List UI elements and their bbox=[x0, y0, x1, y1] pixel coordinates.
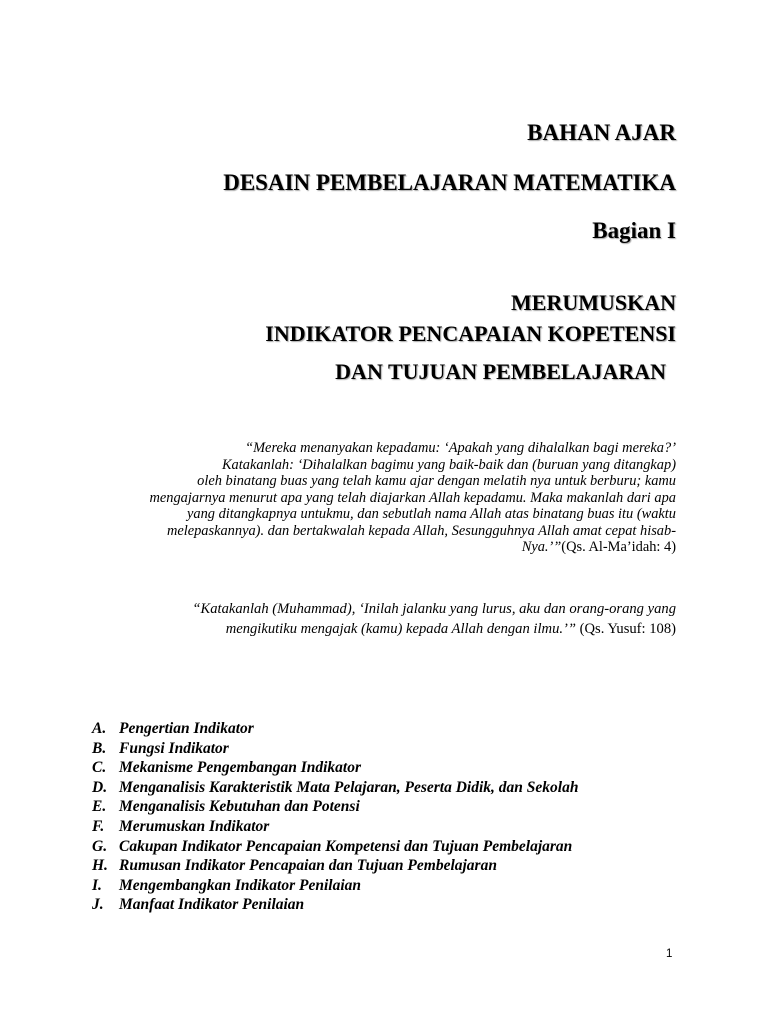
course-title: DESAIN PEMBELAJARAN MATEMATIKA bbox=[223, 170, 676, 195]
quote-reference: (Qs. Al-Ma’idah: 4) bbox=[561, 539, 676, 555]
table-of-contents bbox=[92, 719, 692, 915]
topic-title-line-3: DAN TUJUAN PEMBELAJARAN bbox=[335, 359, 666, 384]
toc-text: Pengertian Indikator bbox=[119, 720, 254, 737]
toc-letter: A. bbox=[92, 720, 107, 737]
toc-item bbox=[92, 817, 692, 837]
document-title: BAHAN AJAR bbox=[527, 120, 676, 145]
quote-line: “Mereka menanyakan kepadamu: ‘Apakah yang dihalalkan bagi mereka?’ bbox=[245, 440, 676, 456]
quote-line: Katakanlah: ‘Dihalalkan bagimu yang baik-baik dan (buruan yang ditangkap) bbox=[221, 456, 676, 473]
toc-letter: F. bbox=[92, 817, 105, 835]
toc-item bbox=[92, 876, 692, 896]
page-number: 1 bbox=[666, 948, 673, 960]
toc-item bbox=[92, 758, 692, 778]
toc-text: Cakupan Indikator Pencapaian Kompetensi dan Tujuan Pembelajaran bbox=[119, 837, 573, 855]
toc-item bbox=[92, 895, 692, 915]
quote-text: mengikutiku mengajak (kamu) kepada Allah dengan ilmu.’” bbox=[225, 621, 576, 637]
quote-line-last bbox=[76, 539, 676, 556]
toc-letter: E. bbox=[92, 798, 107, 816]
toc-text: Fungsi Indikator bbox=[119, 739, 229, 757]
quote-text: Nya.’” bbox=[521, 539, 562, 555]
quote-reference: (Qs. Yusuf: 108) bbox=[576, 621, 676, 637]
toc-letter: B. bbox=[92, 739, 107, 757]
toc-letter: I. bbox=[92, 876, 102, 894]
toc-item bbox=[92, 778, 692, 798]
quote-yusuf bbox=[76, 599, 676, 639]
toc-item bbox=[92, 837, 692, 857]
topic-title-line-2: INDIKATOR PENCAPAIAN KOPETENSI bbox=[265, 321, 676, 346]
quote-line-last bbox=[76, 619, 676, 639]
quote-line: mengajarnya menurut apa yang telah diajarkan Allah kepadamu. Maka makanlah dari apa bbox=[149, 489, 676, 506]
toc-letter: J. bbox=[92, 896, 104, 914]
toc-text: Menganalisis Karakteristik Mata Pelajaran, Peserta Didik, dan Sekolah bbox=[119, 778, 579, 796]
toc-text: Mekanisme Pengembangan Indikator bbox=[119, 759, 361, 777]
toc-item bbox=[92, 739, 692, 759]
toc-letter: C. bbox=[92, 759, 107, 777]
toc-letter: D. bbox=[92, 778, 108, 796]
part-label: Bagian I bbox=[592, 218, 676, 243]
quote-line: “Katakanlah (Muhammad), ‘Inilah jalanku yang lurus, aku dan orang-orang yang bbox=[192, 601, 676, 617]
toc-letter: G. bbox=[92, 837, 108, 855]
toc-text: Manfaat Indikator Penilaian bbox=[119, 896, 305, 914]
quote-al-maidah bbox=[76, 440, 676, 556]
toc-text: Rumusan Indikator Pencapaian dan Tujuan Pembelajaran bbox=[119, 857, 497, 875]
toc-item bbox=[92, 797, 692, 817]
quote-line: oleh binatang buas yang telah kamu ajar dengan melatih nya untuk berburu; kamu bbox=[197, 473, 676, 489]
toc-item bbox=[92, 856, 692, 876]
toc-item bbox=[92, 719, 692, 739]
toc-text: Menganalisis Kebutuhan dan Potensi bbox=[119, 798, 360, 816]
toc-letter: H. bbox=[92, 857, 108, 875]
quote-line: yang ditangkapnya untukmu, dan sebutlah nama Allah atas binatang buas itu (waktu bbox=[187, 506, 676, 522]
topic-title-line-1: MERUMUSKAN bbox=[511, 290, 676, 315]
quote-line: melepaskannya). dan bertakwalah kepada Allah, Sesungguhnya Allah amat cepat hisab- bbox=[166, 522, 676, 539]
toc-text: Mengembangkan Indikator Penilaian bbox=[119, 876, 362, 894]
toc-text: Merumuskan Indikator bbox=[119, 817, 270, 835]
